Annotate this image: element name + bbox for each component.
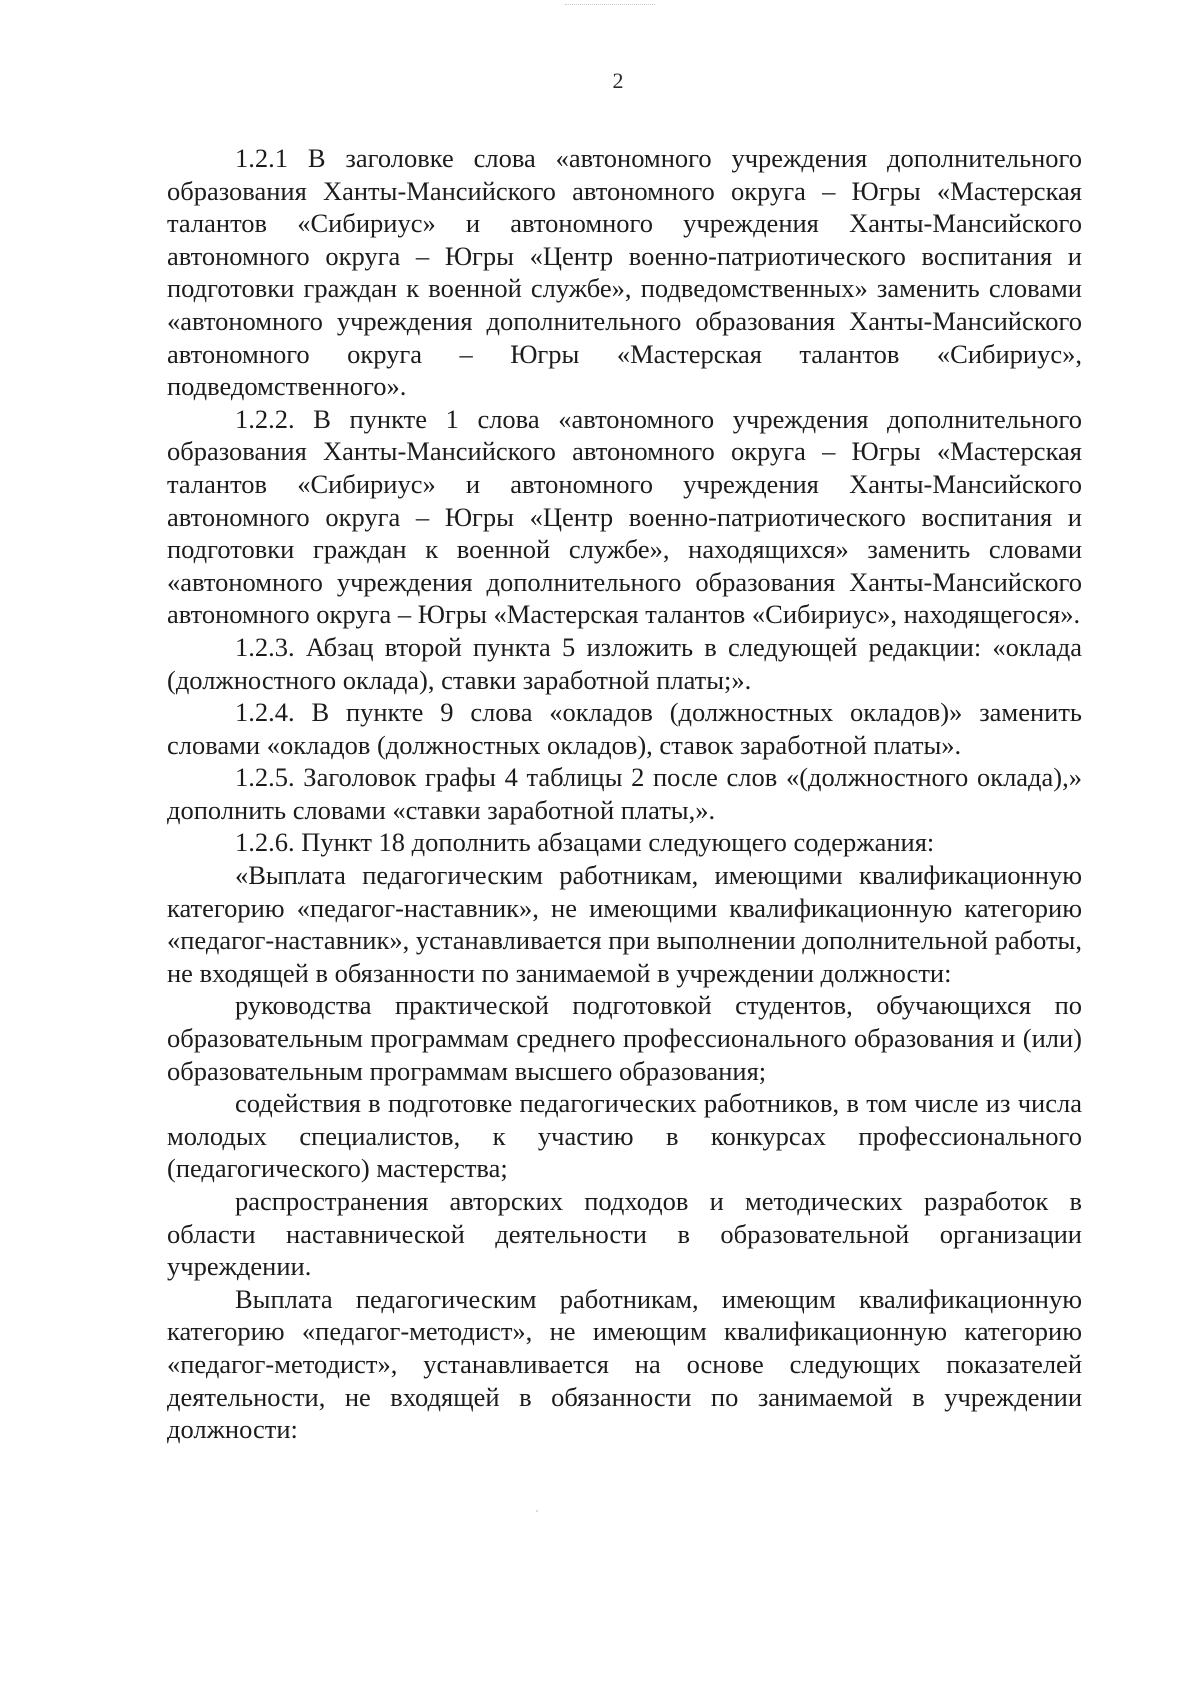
paragraph-1-2-2: 1.2.2. В пункте 1 слова «автономного учреждения дополнительного образования Ханты-Мансийского автономного округа – Югры «Мастерская талантов «Сибириус» и автономного учреждения Ханты-Мансийского автономного округа – Югры «Центр военно-патриотического воспитания и подготовки граждан к военной службе», находящихся» заменить словами «автономного учреждения дополнительного образования Ханты-Мансийского автономного округа – Югры «Мастерская талантов «Сибириус», находящегося».	[167, 403, 1082, 630]
paragraph-mentor-payment: «Выплата педагогическим работникам, имеющими квалификационную категорию «педагог-наставник», не имеющими квалификационную категорию «педагог-наставник», устанавливается при выполнении дополнительной работы, не входящей в обязанности по занимаемой в учреждении должности:	[167, 860, 1082, 988]
document-body	[167, 142, 1082, 1446]
paragraph-1-2-1: 1.2.1 В заголовке слова «автономного учреждения дополнительного образования Ханты-Мансийского автономного округа – Югры «Мастерская талантов «Сибириус» и автономного учреждения Ханты-Мансийского автономного округа – Югры «Центр военно-патриотического воспитания и подготовки граждан к военной службе», подведомственных» заменить словами «автономного учреждения дополнительного образования Ханты-Мансийского автономного округа – Югры «Мастерская талантов «Сибириус», подведомственного».	[167, 143, 1082, 402]
paragraph-practical-training: руководства практической подготовкой студентов, обучающихся по образовательным программам среднего профессионального образования и (или) образовательным программам высшего образования;	[167, 990, 1082, 1086]
paragraph-1-2-3: 1.2.3. Абзац второй пункта 5 изложить в следующей редакции: «оклада (должностного оклада), ставки заработной платы;».	[167, 631, 1082, 695]
paragraph-1-2-5: 1.2.5. Заголовок графы 4 таблицы 2 после слов «(должностного оклада),» дополнить словами «ставки заработной платы,».	[167, 762, 1082, 825]
paragraph-methodist-payment: Выплата педагогическим работникам, имеющим квалификационную категорию «педагог-методист», не имеющим квалификационную категорию «педагог-методист», устанавливается на основе следующих показателей деятельности, не входящей в обязанности по занимаемой в учреждении должности:	[167, 1283, 1082, 1445]
paragraph-1-2-4: 1.2.4. В пункте 9 слова «окладов (должностных окладов)» заменить словами «окладов (должностных окладов), ставок заработной платы».	[167, 697, 1082, 760]
paragraph-1-2-6: 1.2.6. Пункт 18 дополнить абзацами следующего содержания:	[235, 827, 935, 858]
scan-artifact-dot	[536, 1510, 538, 1512]
page-number: 2	[612, 68, 624, 93]
scan-artifact-top	[565, 4, 655, 8]
paragraph-competition-support: содействия в подготовке педагогических работников, в том числе из числа молодых специалистов, к участию в конкурсах профессионального (педагогического) мастерства;	[167, 1088, 1082, 1184]
paragraph-methods-dissemination: распространения авторских подходов и методических разработок в области наставнической деятельности в образовательной организации учреждении.	[167, 1186, 1082, 1282]
